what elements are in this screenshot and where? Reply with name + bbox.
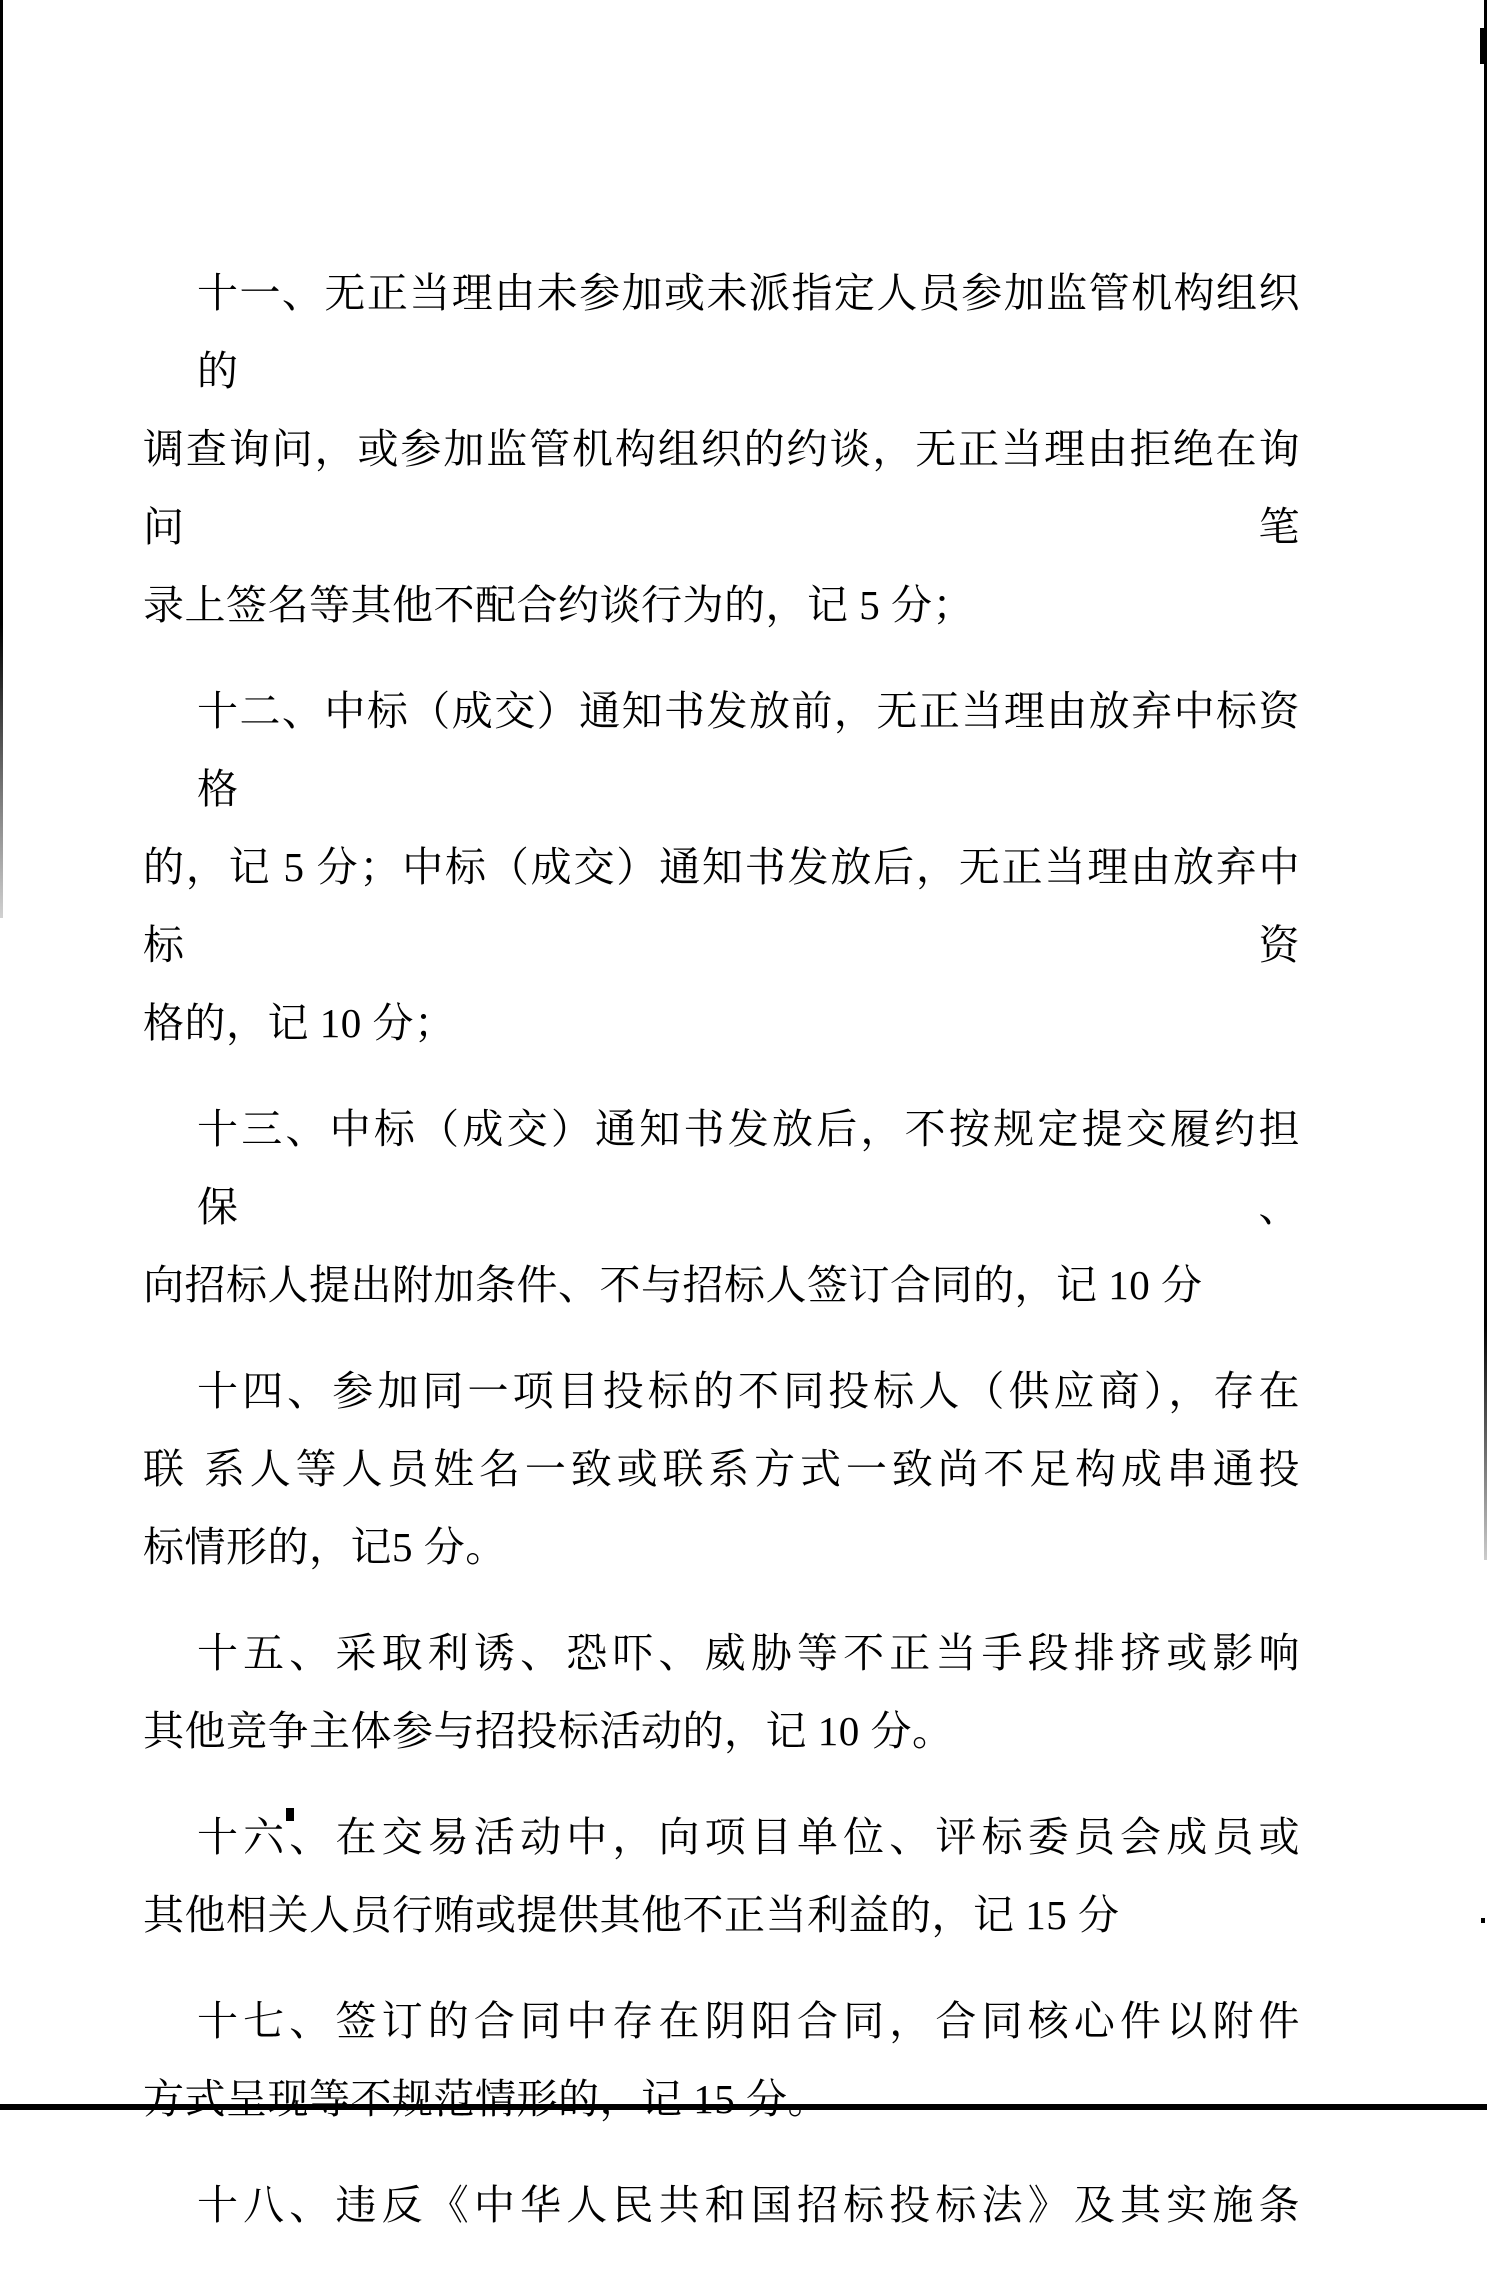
text-line: 其他相关人员行贿或提供其他不正当利益的，记 15 分 bbox=[143, 1892, 1120, 1938]
scan-artifact-right-blob bbox=[1480, 28, 1487, 64]
text-line: 标情形的，记5 分。 bbox=[143, 1524, 507, 1570]
text-line: 十三、中标（成交）通知书发放后，不按规定提交履约担保、 bbox=[197, 1106, 1300, 1230]
scan-speck bbox=[1481, 1918, 1485, 1923]
text-line: 调查询问，或参加监管机构组织的约谈，无正当理由拒绝在询问笔 bbox=[143, 426, 1300, 550]
text-line: 向招标人提出附加条件、不与招标人签订合同的，记 10 分 bbox=[143, 1262, 1203, 1308]
text-line: 的，记 5 分；中标（成交）通知书发放后，无正当理由放弃中标资 bbox=[143, 844, 1300, 968]
paragraph-clause-17 bbox=[143, 1982, 1300, 2138]
text-line: 十六、在交易活动中，向项目单位、评标委员会成员或 bbox=[197, 1814, 1300, 1860]
text-line: 录上签名等其他不配合约谈行为的，记 5 分； bbox=[143, 582, 974, 628]
text-line: 十一、无正当理由未参加或未派指定人员参加监管机构组织的 bbox=[197, 270, 1300, 394]
text-line: 格的，记 10 分； bbox=[143, 1000, 456, 1046]
scan-border-left bbox=[0, 0, 3, 918]
paragraph-clause-18 bbox=[143, 2166, 1300, 2244]
text-line: 十八、违反《中华人民共和国招标投标法》及其实施条 bbox=[197, 2182, 1300, 2228]
paragraph-clause-12 bbox=[143, 672, 1300, 1062]
text-line: 十二、中标（成交）通知书发放前，无正当理由放弃中标资格 bbox=[197, 688, 1300, 812]
paragraph-clause-14 bbox=[143, 1352, 1300, 1586]
document-body-text bbox=[143, 254, 1300, 2272]
text-line: 其他竞争主体参与招投标活动的，记 10 分。 bbox=[143, 1708, 954, 1754]
text-line: 十四、参加同一项目投标的不同投标人（供应商），存在 bbox=[197, 1368, 1300, 1414]
text-line: 方式呈现等不规范情形的，记 15 分。 bbox=[143, 2076, 829, 2122]
paragraph-clause-16 bbox=[143, 1798, 1300, 1954]
text-line: 联 系人等人员姓名一致或联系方式一致尚不足构成串通投 bbox=[143, 1446, 1300, 1492]
text-line: 十五、采取利诱、恐吓、威胁等不正当手段排挤或影响 bbox=[197, 1630, 1300, 1676]
paragraph-clause-15 bbox=[143, 1614, 1300, 1770]
paragraph-clause-13 bbox=[143, 1090, 1300, 1324]
text-line: 十七、签订的合同中存在阴阳合同，合同核心件以附件 bbox=[197, 1998, 1300, 2044]
paragraph-clause-11 bbox=[143, 254, 1300, 644]
